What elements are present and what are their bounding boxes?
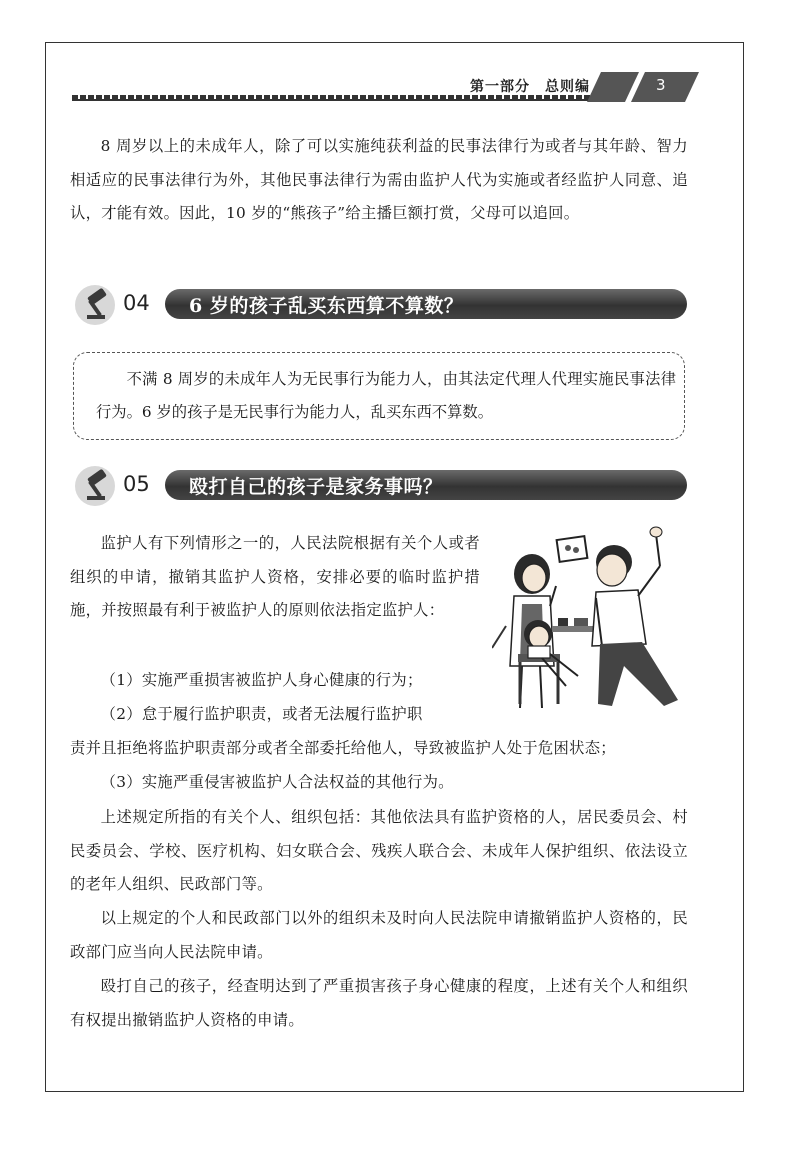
section-title: 殴打自己的孩子是家务事吗？: [189, 476, 443, 498]
header-rule-line: [72, 99, 592, 101]
section-04-heading: [75, 285, 687, 325]
list-item: （3）实施严重侵害被监护人合法权益的其他行为。: [100, 773, 454, 791]
list-item: 责并且拒绝将监护职责部分或者全部委托给他人，导致被监护人处于危困状态；: [70, 739, 616, 757]
chapter-title: 第一部分 总则编: [470, 79, 590, 95]
paragraph: 监护人有下列情形之一的，人民法院根据有关个人或者组织的申请，撤销其监护人资格，安排必要的临时监护措施，并按照最有利于被监护人的原则依法指定监护人：: [70, 534, 480, 619]
section-05-heading: [75, 466, 687, 506]
paragraph: 以上规定的个人和民政部门以外的组织未及时向人民法院申请撤销监护人资格的，民政部门应当向人民法院申请。: [70, 909, 688, 961]
page-number: 3: [656, 76, 666, 94]
paragraph: 殴打自己的孩子，经查明达到了严重损害孩子身心健康的程度，上述有关个人和组织有权提出撤销监护人资格的申请。: [70, 977, 688, 1029]
list-item: （2）怠于履行监护职责，或者无法履行监护职: [100, 705, 423, 723]
gavel-icon: [75, 285, 115, 325]
answer-text: 不满 8 周岁的未成年人为无民事行为能力人，由其法定代理人代理实施民事法律行为。6 岁的孩子是无民事行为能力人，乱买东西不算数。: [96, 370, 676, 421]
family-illustration: [492, 526, 688, 716]
page-header: [72, 72, 687, 104]
gavel-icon: [75, 466, 115, 506]
intro-paragraph: 8 周岁以上的未成年人，除了可以实施纯获利益的民事法律行为或者与其年龄、智力相适应的民事法律行为外，其他民事法律行为需由监护人代为实施或者经监护人同意、追认，才能有效。因此，10 岁的“熊孩子”给主播巨额打赏，父母可以追回。: [70, 137, 688, 222]
section-title: 6 岁的孩子乱买东西算不算数？: [189, 295, 464, 317]
answer-box: [73, 352, 685, 440]
paragraph: 上述规定所指的有关个人、组织包括：其他依法具有监护资格的人，居民委员会、村民委员会、学校、医疗机构、妇女联合会、残疾人联合会、未成年人保护组织、依法设立的老年人组织、民政部门等。: [70, 808, 688, 893]
section-number: 05: [123, 472, 150, 496]
list-item: （1）实施严重损害被监护人身心健康的行为；: [100, 671, 423, 689]
header-slash-decoration: [587, 72, 639, 102]
section-number: 04: [123, 291, 150, 315]
